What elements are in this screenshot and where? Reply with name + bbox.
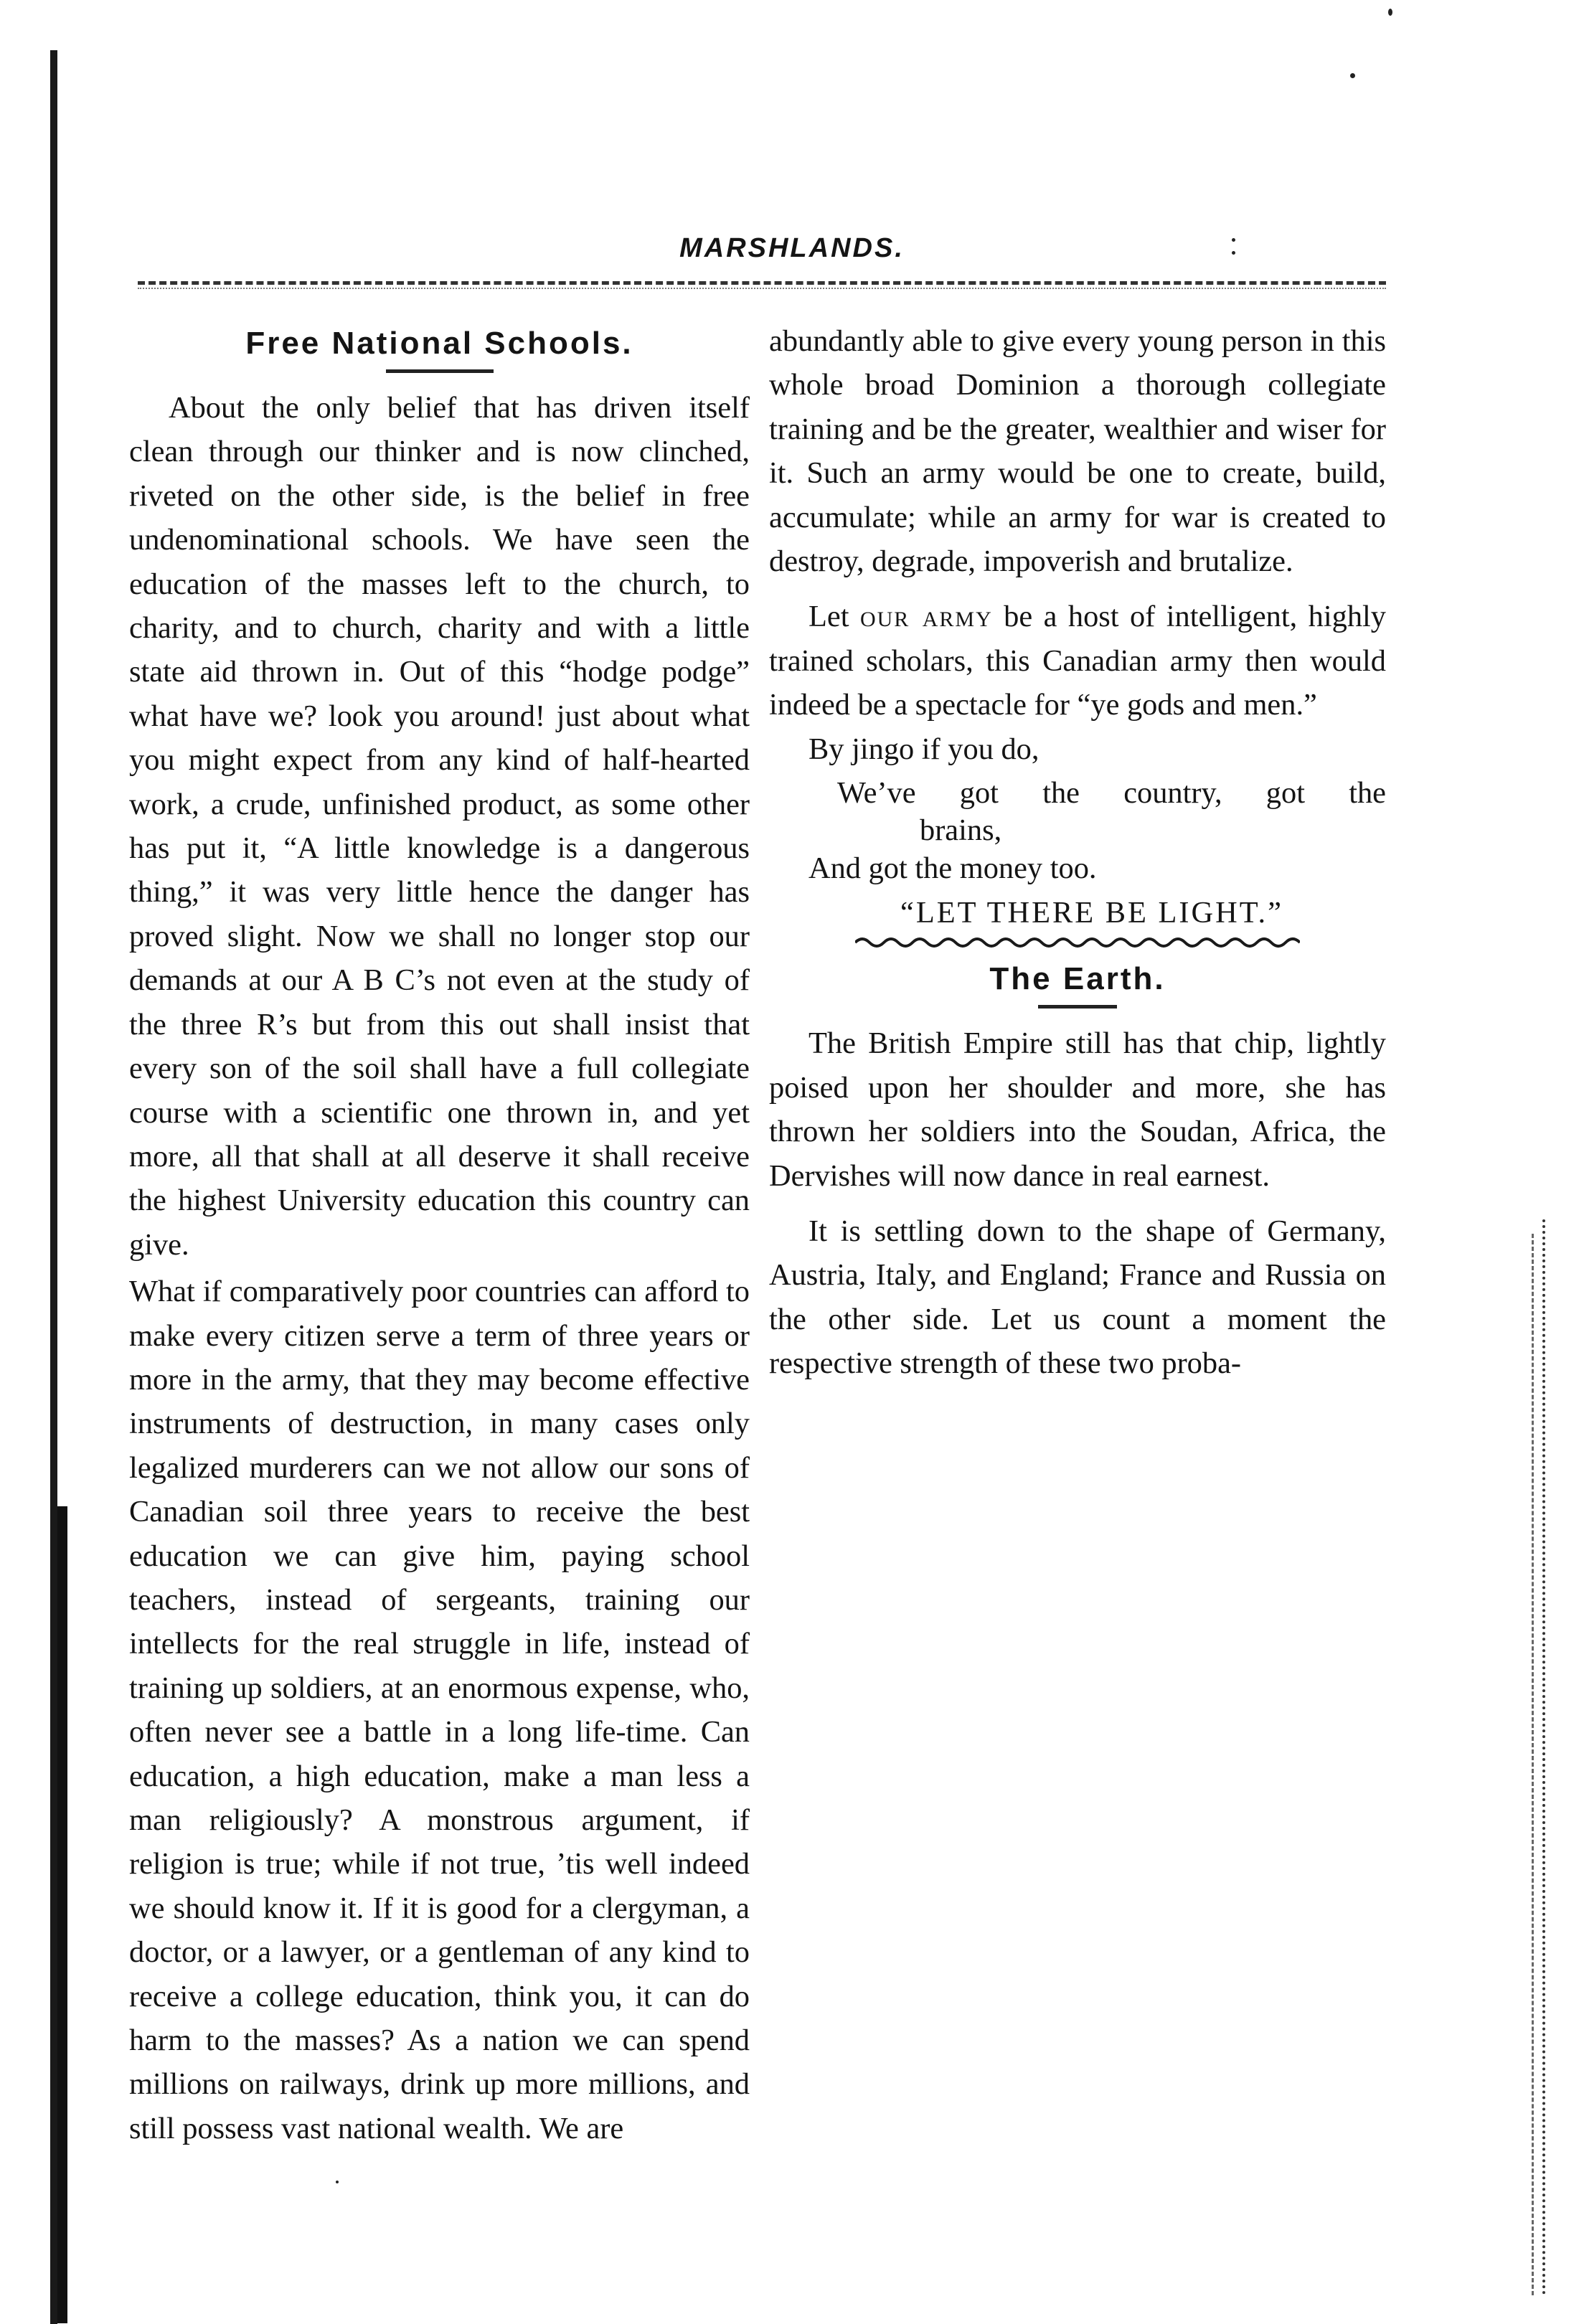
ink-speck xyxy=(336,2181,339,2183)
binding-edge xyxy=(50,50,57,2324)
title-rule xyxy=(386,369,494,373)
running-head: MARSHLANDS. xyxy=(679,233,905,263)
article-title: The Earth. xyxy=(989,961,1166,997)
header-rule-secondary xyxy=(138,288,1386,289)
article-title: Free National Schools. xyxy=(245,326,633,361)
left-column xyxy=(129,319,750,2150)
paragraph-text: What if comparatively poor countries can afford to make every citizen serve a term of three years or more in the army, that they may become effective instruments of destruction, in many cases only legalized murderers can we not allow our sons of Canadian soil three years to receive the best education we can give him, paying school teachers, instead of sergeants, training our intellects for the real struggle in life, instead of training up soldiers, at an enormous expense, who, often never see a battle in a long life-time. Can education, a high education, make a man less a man religiously? A monstrous argument, if religion is true; while if not true, ’tis well indeed we should know it. If it is good for a clergyman, a doctor, or a lawyer, or a gentleman of any kind to receive a college education, think you, it can do harm to the masses? As a nation we can spend millions on railways, drink up more millions, and still possess vast national wealth. We are xyxy=(129,1275,750,2145)
article-paragraph: It is settling down to the shape of Germany, Austria, Italy, and England; France and Russia on the other side. Let us count a moment the respective strength of these two proba- xyxy=(769,1214,1386,1381)
binding-edge-shadow xyxy=(57,1506,67,2323)
title-rule xyxy=(1038,1005,1117,1009)
page-edge-right xyxy=(1542,1219,1548,2295)
ink-speck xyxy=(1350,73,1355,78)
verse-line: We’ve got the country, got the xyxy=(837,776,1386,811)
header-rule xyxy=(138,281,1386,285)
paragraph-text: be a host of intelligent, highly trained scholars, this Canadian army then would indeed be a spectacle for “ye gods and men.” xyxy=(769,600,1386,722)
wavy-divider xyxy=(855,935,1300,950)
article-paragraph-continued xyxy=(129,1270,750,2150)
right-column xyxy=(769,319,1386,1386)
article-paragraph xyxy=(769,595,1386,727)
article-paragraph: About the only belief that has driven itself clean through our thinker and is now clinched, riveted on the other side, is the belief in free undenominational schools. We have seen the education of the masses left to the church, to charity, and to church, charity and with a little state aid thrown in. Out of this “hodge podge” what have we? look you around! just about what you might expect from any kind of half-hearted work, a crude, unfinished product, as some other has put it, “A little knowledge is a dangerous thing,” it was very little hence the danger has proved slight. Now we shall no longer stop our demands at our A B C’s not even at the study of the three R’s but from this out shall insist that every son of the soil shall have a full collegiate course with a scientific one thrown in, and yet more, all that shall at all deserve it shall receive the highest University education this country can give. xyxy=(129,391,750,1262)
slogan: “LET THERE BE LIGHT.” xyxy=(900,895,1283,930)
article-paragraph-continued: abundantly able to give every young person in this whole broad Dominion a thorough collegiate training and be the greater, wealthier and wiser for it. Such an army would be one to create, build, accumulate; while an army for war is created to destroy, degrade, impoverish and brutalize. xyxy=(769,324,1386,579)
verse-line: By jingo if you do, xyxy=(808,732,1040,766)
verse-line: And got the money too. xyxy=(808,851,1097,886)
page-edge-right-inner xyxy=(1532,1234,1536,2295)
ink-speck xyxy=(1388,9,1392,16)
paragraph-text: Let xyxy=(808,600,860,634)
small-caps-text: our army xyxy=(859,600,993,634)
verse-line: brains, xyxy=(920,813,1002,848)
article-paragraph: The British Empire still has that chip, lightly poised upon her shoulder and more, she has thrown her soldiers into the Soudan, Africa, the Dervishes will now dance in real earnest. xyxy=(769,1026,1386,1193)
